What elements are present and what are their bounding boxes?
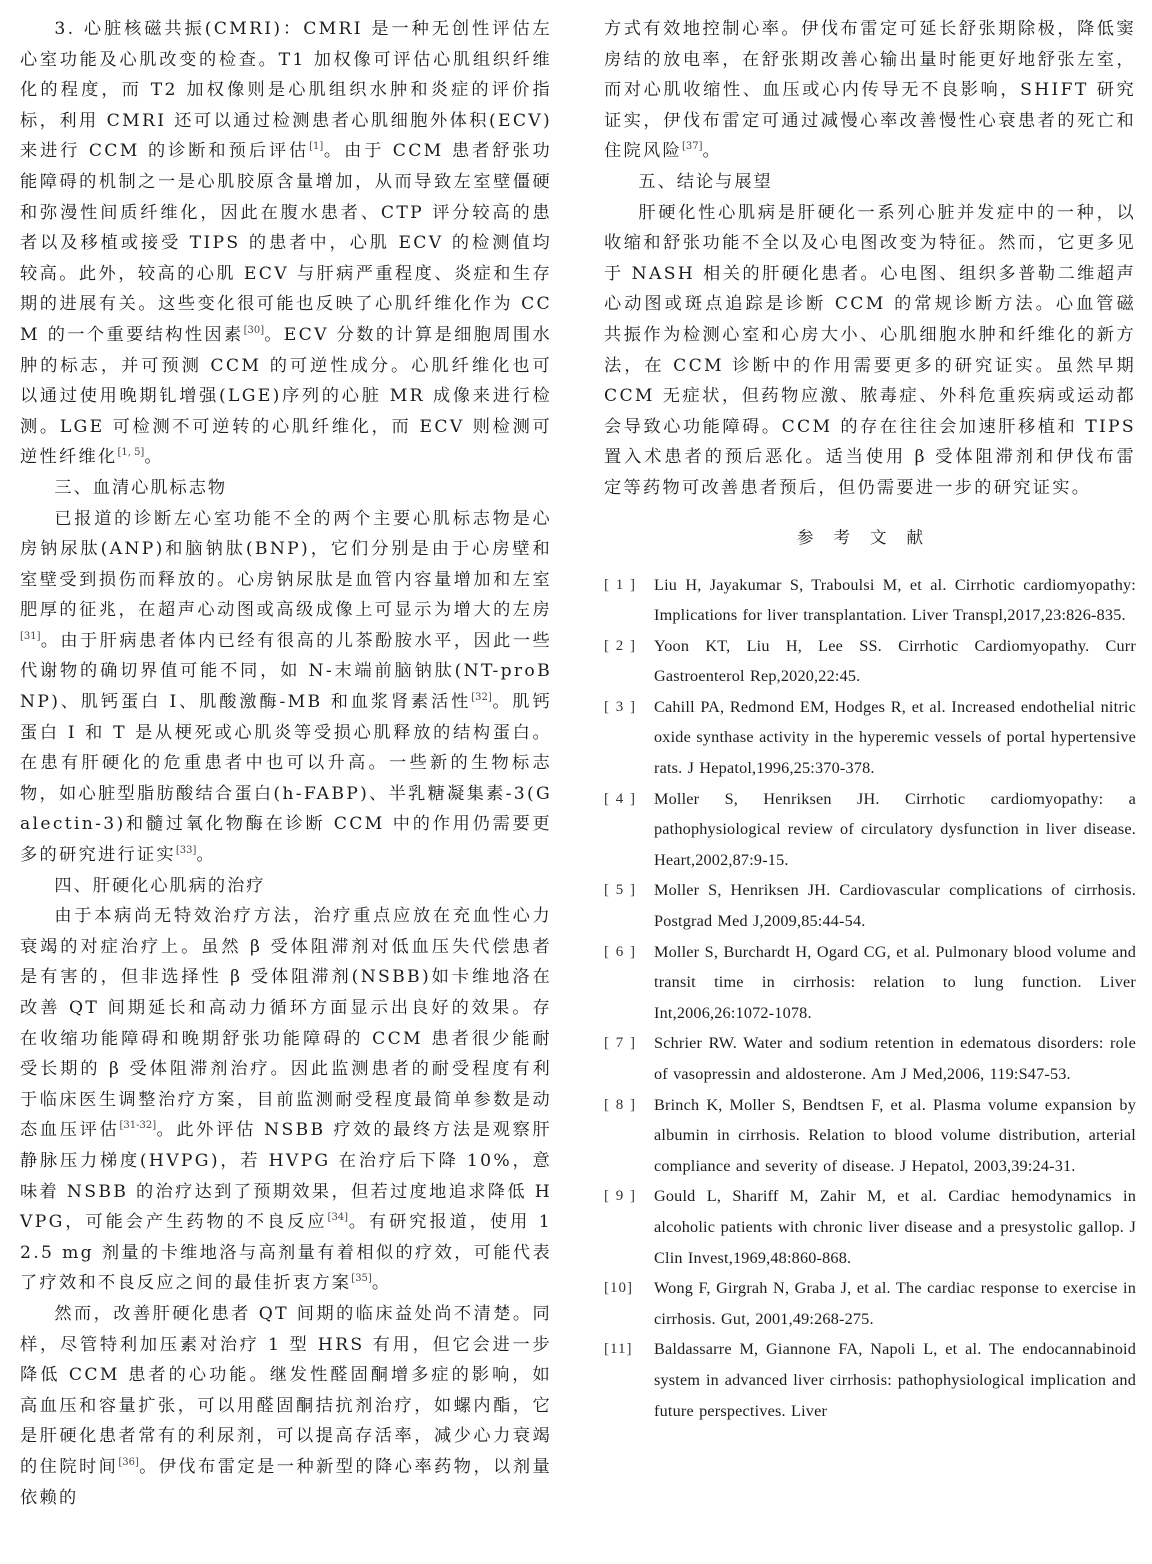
section-heading-serum-markers: 三、血清心肌标志物 — [54, 477, 228, 498]
reference-item — [604, 1181, 1136, 1273]
paragraph-treatment: 由于本病尚无特效治疗方法，治疗重点应放在充血性心力衰竭的对症治疗上。虽然 β 受体阻滞剂对低血压失代偿患者是有害的，但非选择性 β 受体阻滞剂(NSBB)如卡维地洛在改善 QT 间期延长和高动力循环方面显示出良好的效果。存在收缩功能障碍和晚期舒张功能障碍的 CCM 患者很少能耐受长期的 β 受体阻滞剂治疗。因此监测患者的耐受程度有利于临床医生调整治疗方案，目前监测耐受程度最简单参数是动态血压评估[31-32]。此外评估 NSBB 疗效的最终方法是观察肝静脉压力梯度(HVPG)，若 HVPG 在治疗后下降 10%，意味着 NSBB 的治疗达到了预期效果，但若过度地追求降低 HVPG，可能会产生药物的不良反应[34]。有研究报道，使用 12.5 mg 剂量的卡维地洛与高剂量有着相似的疗效，可能代表了疗效和不良反应之间的最佳折衷方案[35]。 — [20, 906, 552, 1294]
left-column — [20, 14, 552, 1513]
reference-number: [ 4 ] — [604, 790, 636, 807]
reference-number: [ 9 ] — [604, 1188, 636, 1205]
paragraph-ivabradine: 方式有效地控制心率。伊伐布雷定可延长舒张期除极，降低窦房结的放电率，在舒张期改善心输出量时能更好地舒张左室，而对心肌收缩性、血压或心内传导无不良影响，SHIFT 研究证实，伊伐布雷定可通过减慢心率改善慢性心衰患者的死亡和住院风险[37]。 — [604, 19, 1136, 162]
reference-number: [ 7 ] — [604, 1035, 636, 1052]
reference-number: [11] — [604, 1341, 633, 1358]
reference-text: Moller S, Burchardt H, Ogard CG, et al. Pulmonary blood volume and transit time in cirrhosis: relation to lung function. Liver Int,2006,26:1072-1078. — [654, 942, 1136, 1022]
right-column — [604, 14, 1136, 1426]
citation[interactable]: [36] — [118, 1456, 139, 1468]
section-heading-conclusion: 五、结论与展望 — [638, 171, 773, 192]
reference-text: Yoon KT, Liu H, Lee SS. Cirrhotic Cardiomyopathy. Curr Gastroenterol Rep,2020,22:45. — [654, 636, 1136, 686]
citation[interactable]: [31] — [20, 630, 41, 642]
reference-item — [604, 1334, 1136, 1426]
reference-number: [10] — [604, 1280, 633, 1297]
citation[interactable]: [30] — [243, 324, 265, 336]
reference-item — [604, 1273, 1136, 1334]
reference-number: [ 6 ] — [604, 943, 636, 960]
reference-item — [604, 570, 1136, 631]
reference-item — [604, 692, 1136, 784]
reference-text: Schrier RW. Water and sodium retention in edematous disorders: role of vasopressin and aldosterone. Am J Med,2006, 119:S47-53. — [654, 1034, 1136, 1083]
references-title: 参考文献 — [797, 527, 943, 547]
reference-text: Brinch K, Moller S, Bendtsen F, et al. Plasma volume expansion by albumin in cirrhosis. Relation to blood volume distribution, arterial compliance and severity of disease. J Hepatol, 2003,39:24-31. — [654, 1095, 1136, 1175]
reference-number: [ 8 ] — [604, 1096, 636, 1113]
reference-text: Cahill PA, Redmond EM, Hodges R, et al. Increased endothelial nitric oxide synthase activity in the hyperemic vessels of portal hypertensive rats. J Hepatol,1996,25:370-378. — [654, 697, 1136, 778]
reference-item — [604, 784, 1136, 876]
reference-text: Liu H, Jayakumar S, Traboulsi M, et al. Cirrhotic cardiomyopathy: Implications for liver transplantation. Liver Transpl,2017,23:826-835. — [654, 575, 1136, 625]
reference-item — [604, 631, 1136, 692]
section-heading-treatment: 四、肝硬化心肌病的治疗 — [54, 875, 266, 896]
reference-item — [604, 875, 1136, 936]
paragraph-serum-markers: 已报道的诊断左心室功能不全的两个主要心肌标志物是心房钠尿肽(ANP)和脑钠肽(BNP)，它们分别是由于心房壁和室壁受到损伤而释放的。心房钠尿肽是血管内容量增加和左室肥厚的征兆，在超声心动图或高级成像上可显示为增大的左房[31]。由于肝病患者体内已经有很高的儿茶酚胺水平，因此一些代谢物的确切界值可能不同，如 N-末端前脑钠肽(NT-proBNP)、肌钙蛋白 I、肌酸激酶-MB 和血浆肾素活性[32]。肌钙蛋白 I 和 T 是从梗死或心肌炎等受损心肌释放的结构蛋白。在患有肝硬化的危重患者中也可以升高。一些新的生物标志物，如心脏型脂肪酸结合蛋白(h-FABP)、半乳糖凝集素-3(Galectin-3)和髓过氧化物酶在诊断 CCM 中的作用仍需要更多的研究进行证实[33]。 — [20, 508, 552, 866]
citation[interactable]: [1] — [309, 141, 324, 153]
reference-number: [ 5 ] — [604, 882, 636, 899]
reference-text: Baldassarre M, Giannone FA, Napoli L, et al. The endocannabinoid system in advanced liver cirrhosis: pathophysiological implication and future perspectives. Liver — [654, 1340, 1136, 1420]
paragraph-treatment-continued: 然而，改善肝硬化患者 QT 间期的临床益处尚不清楚。同样，尽管特利加压素对治疗 1 型 HRS 有用，但它会进一步降低 CCM 患者的心功能。继发性醛固酮增多症的影响，如高血压和容量扩张，可以用醛固酮拮抗剂治疗，如螺内酯，它是肝硬化患者常有的利尿剂，可以提高存活率，减少心力衰竭的住院时间[36]。伊伐布雷定是一种新型的降心率药物，以剂量依赖的 — [20, 1303, 552, 1508]
reference-number: [ 2 ] — [604, 637, 636, 654]
reference-number: [ 3 ] — [604, 698, 636, 715]
paragraph-cmri: 3. 心脏核磁共振(CMRI)：CMRI 是一种无创性评估左心室功能及心肌改变的检查。T1 加权像可评估心肌组织纤维化的程度，而 T2 加权像则是心肌组织水肿和炎症的评价指标，利用 CMRI 还可以通过检测患者心肌细胞外体积(ECV)来进行 CCM 的诊断和预后评估[1]。由于 CCM 患者舒张功能障碍的机制之一是心肌胶原含量增加，从而导致左室壁僵硬和弥漫性间质纤维化，因此在腹水患者、CTP 评分较高的患者以及移植或接受 TIPS 的患者中，心肌 ECV 的检测值均较高。此外，较高的心肌 ECV 与肝病严重程度、炎症和生存期的进展有关。这些变化很可能也反映了心肌纤维化作为 CCM 的一个重要结构性因素[30]。ECV 分数的计算是细胞周围水肿的标志，并可预测 CCM 的可逆性成分。心肌纤维化也可以通过使用晚期钆增强(LGE)序列的心脏 MR 成像来进行检测。LGE 可检测不可逆转的心肌纤维化，而 ECV 则检测可逆性纤维化[1, 5]。 — [20, 19, 552, 468]
reference-text: Wong F, Girgrah N, Graba J, et al. The cardiac response to exercise in cirrhosis. Gut, 2001,49:268-275. — [654, 1279, 1136, 1328]
reference-item — [604, 1028, 1136, 1089]
citation[interactable]: [34] — [327, 1212, 349, 1224]
citation[interactable]: [37] — [681, 141, 703, 153]
citation[interactable]: [31-32] — [119, 1120, 157, 1132]
citation[interactable]: [1, 5] — [117, 447, 145, 459]
citation[interactable]: [32] — [471, 692, 492, 704]
reference-text: Moller S, Henriksen JH. Cirrhotic cardiomyopathy: a pathophysiological review of circulatory dysfunction in liver disease. Heart,2002,87:9-15. — [654, 789, 1136, 869]
paragraph-conclusion: 肝硬化性心肌病是肝硬化一系列心脏并发症中的一种，以收缩和舒张功能不全以及心电图改变为特征。然而，它更多见于 NASH 相关的肝硬化患者。心电图、组织多普勒二维超声心动图或斑点追踪是诊断 CCM 的常规诊断方法。心血管磁共振作为检测心室和心房大小、心肌细胞水肿和纤维化的新方法，在 CCM 诊断中的作用需要更多的研究证实。虽然早期 CCM 无症状，但药物应激、脓毒症、外科危重疾病或运动都会导致心功能障碍。CCM 的存在往往会加速肝移植和 TIPS 置入术患者的预后恶化。适当使用 β 受体阻滞剂和伊伐布雷定等药物可改善患者预后，但仍需要进一步的研究证实。 — [604, 202, 1136, 498]
citation[interactable]: [33] — [175, 845, 197, 857]
reference-list — [604, 570, 1136, 1427]
reference-number: [ 1 ] — [604, 576, 636, 593]
reference-item — [604, 1090, 1136, 1182]
reference-text: Moller S, Henriksen JH. Cardiovascular complications of cirrhosis. Postgrad Med J,2009,85:44-54. — [654, 881, 1136, 931]
reference-item — [604, 937, 1136, 1029]
citation[interactable]: [35] — [351, 1273, 372, 1285]
reference-text: Gould L, Shariff M, Zahir M, et al. Cardiac hemodynamics in alcoholic patients with chronic liver disease and a presystolic gallop. J Clin Invest,1969,48:860-868. — [654, 1187, 1136, 1267]
